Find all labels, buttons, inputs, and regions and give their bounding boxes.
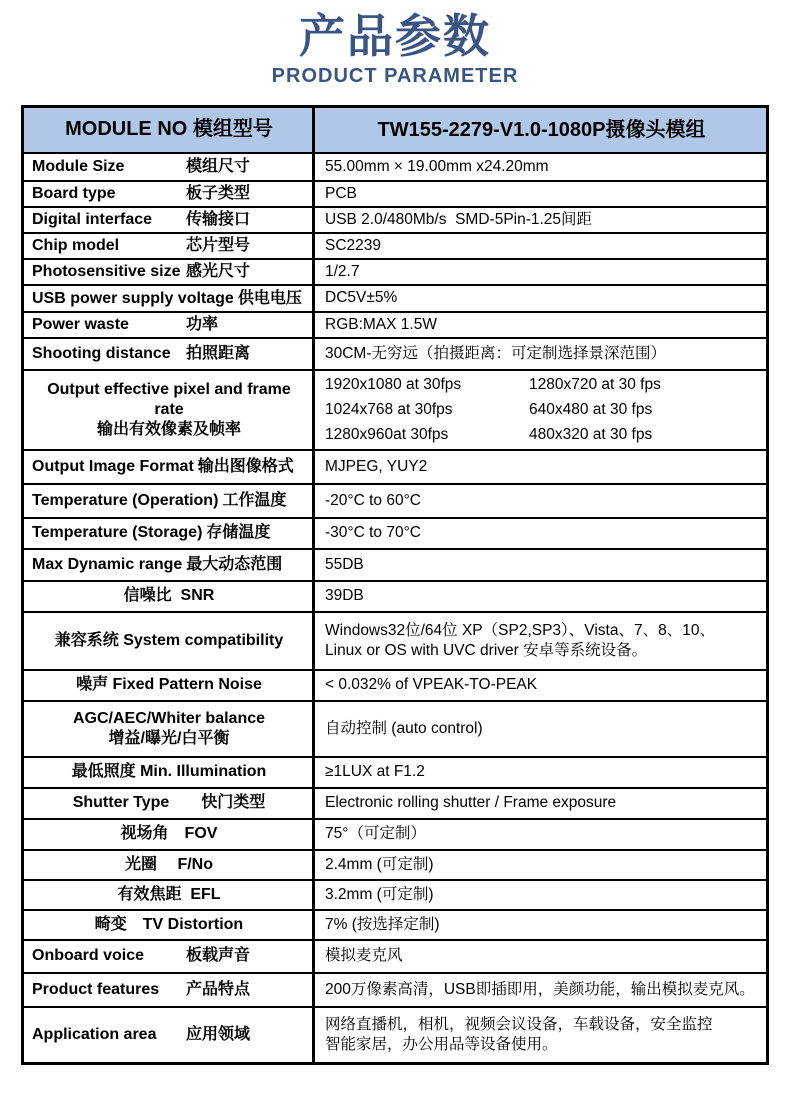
param-label-cell bbox=[24, 758, 315, 787]
param-label-text: Shutter Type 快门类型 bbox=[72, 794, 266, 812]
param-value-cell bbox=[315, 671, 766, 700]
table-row bbox=[24, 311, 766, 337]
param-label-cell bbox=[24, 974, 315, 1006]
param-value-line: < 0.032% of VPEAK-TO-PEAK bbox=[325, 676, 538, 694]
table-row bbox=[24, 849, 766, 879]
table-row bbox=[24, 879, 766, 909]
param-label-en: Onboard voice bbox=[32, 947, 145, 965]
param-label-en: Output Image Format bbox=[32, 457, 194, 475]
param-value-cell bbox=[315, 758, 766, 787]
table-row bbox=[24, 337, 766, 369]
table-header-row bbox=[24, 108, 766, 152]
page-subtitle: PRODUCT PARAMETER bbox=[271, 64, 519, 87]
module-no-value-cell: TW155-2279-V1.0-1080P摄像头模组 bbox=[377, 118, 706, 141]
param-label-zh: 输出图像格式 bbox=[197, 457, 294, 475]
param-value-cell bbox=[315, 851, 766, 879]
param-value-line: USB 2.0/480Mb/s SMD-5Pin-1.25间距 bbox=[325, 211, 593, 229]
param-label-line bbox=[32, 236, 306, 256]
param-label-en: Application area bbox=[32, 1025, 157, 1043]
table-row bbox=[24, 700, 766, 756]
param-label-line bbox=[32, 289, 306, 309]
param-label-line bbox=[32, 344, 306, 364]
param-label-cell bbox=[24, 313, 315, 337]
param-label-cell bbox=[24, 851, 315, 879]
param-value-cell bbox=[315, 371, 766, 449]
param-label-cell bbox=[24, 550, 315, 580]
param-value-cell bbox=[315, 820, 766, 849]
param-value-cell bbox=[315, 613, 766, 669]
param-value-cell bbox=[315, 313, 766, 337]
param-label-cell bbox=[24, 820, 315, 849]
param-label-en: Digital interface bbox=[32, 211, 153, 229]
param-value-cell bbox=[315, 911, 766, 939]
param-label-zh: 功率 bbox=[186, 315, 219, 333]
param-label-line bbox=[32, 980, 306, 1000]
param-value-line: 75°（可定制） bbox=[325, 825, 426, 843]
param-label-line bbox=[32, 523, 306, 543]
table-row bbox=[24, 972, 766, 1006]
param-label-line1: Output effective pixel and frame rate bbox=[47, 380, 296, 418]
table-row bbox=[24, 939, 766, 972]
param-value-line: 智能家居，办公用品等设备使用。 bbox=[325, 1035, 558, 1053]
resolution-item: 480x320 at 30 fps bbox=[529, 425, 653, 443]
param-value-line: ≥1LUX at F1.2 bbox=[325, 763, 425, 781]
param-value-line: -20°C to 60°C bbox=[325, 491, 421, 509]
param-label-cell bbox=[24, 371, 315, 449]
table-row bbox=[24, 580, 766, 611]
table-row bbox=[24, 756, 766, 787]
param-label-cell bbox=[24, 154, 315, 180]
param-label-cell bbox=[24, 789, 315, 818]
param-label-zh: 感光尺寸 bbox=[186, 263, 251, 281]
param-value-line: Linux or OS with UVC driver 安卓等系统设备。 bbox=[325, 641, 648, 659]
param-label-line bbox=[32, 1025, 306, 1045]
param-label-text: 噪声 Fixed Pattern Noise bbox=[76, 676, 262, 694]
param-value-cell bbox=[315, 582, 766, 611]
param-label-line bbox=[32, 946, 306, 966]
table-row bbox=[24, 787, 766, 818]
param-label-en: Temperature (Storage) bbox=[32, 524, 203, 542]
param-value-cell bbox=[315, 286, 766, 310]
param-value-cell bbox=[315, 550, 766, 580]
param-label-line bbox=[32, 491, 306, 511]
param-value-cell bbox=[315, 182, 766, 206]
table-row bbox=[24, 180, 766, 206]
param-label-zh: 存储温度 bbox=[206, 524, 271, 542]
param-value-cell bbox=[315, 789, 766, 818]
param-label-cell bbox=[24, 941, 315, 972]
resolution-grid bbox=[325, 375, 758, 445]
param-label-text: 光圈 F/No bbox=[125, 855, 213, 873]
param-label-line bbox=[32, 262, 306, 282]
table-row bbox=[24, 909, 766, 939]
param-label-text: 信噪比 SNR bbox=[123, 587, 215, 605]
param-value-cell bbox=[315, 485, 766, 517]
param-label-zh: 产品特点 bbox=[186, 980, 251, 998]
table-row bbox=[24, 818, 766, 849]
param-label-zh: 工作温度 bbox=[222, 491, 287, 509]
param-value-line: RGB:MAX 1.5W bbox=[325, 315, 437, 333]
param-value-line: 2.4mm (可定制) bbox=[325, 855, 434, 873]
param-label-zh: 供电电压 bbox=[237, 289, 302, 307]
param-label-line1: AGC/AEC/Whiter balance bbox=[72, 709, 266, 727]
param-label-cell bbox=[24, 260, 315, 284]
table-row bbox=[24, 369, 766, 449]
table-row bbox=[24, 232, 766, 258]
param-label-zh: 板载声音 bbox=[186, 947, 251, 965]
table-body bbox=[24, 152, 766, 1062]
param-label-cell bbox=[24, 451, 315, 483]
table-row bbox=[24, 611, 766, 669]
resolution-item: 1280x960at 30fps bbox=[325, 425, 449, 443]
param-label-cell bbox=[24, 613, 315, 669]
param-label-line bbox=[32, 315, 306, 335]
param-value-line: 39DB bbox=[325, 587, 364, 605]
param-label-line2: 输出有效像素及帧率 bbox=[96, 420, 241, 438]
param-label-en: Product features bbox=[32, 980, 160, 998]
param-value-line: 200万像素高清，USB即插即用，美颜功能，输出模拟麦克风。 bbox=[325, 980, 755, 998]
param-label-zh: 最大动态范围 bbox=[186, 555, 283, 573]
param-label-zh: 模组尺寸 bbox=[186, 157, 251, 175]
param-value-cell bbox=[315, 154, 766, 180]
param-label-text: 有效焦距 EFL bbox=[117, 885, 221, 903]
param-label-zh: 板子类型 bbox=[186, 184, 251, 202]
param-value-line: Electronic rolling shutter / Frame exposure bbox=[325, 794, 617, 812]
param-value-line: MJPEG, YUY2 bbox=[325, 457, 428, 475]
param-value-cell bbox=[315, 208, 766, 232]
param-label-en: Chip model bbox=[32, 237, 120, 255]
param-value-line: Windows32位/64位 XP（SP2,SP3）、Vista、7、8、10、 bbox=[325, 621, 715, 639]
table-row bbox=[24, 206, 766, 232]
param-label-cell bbox=[24, 702, 315, 756]
param-label-line bbox=[32, 555, 306, 575]
param-label-cell bbox=[24, 485, 315, 517]
product-parameter-table bbox=[21, 105, 769, 1065]
param-value-line: 网络直播机，相机，视频会议设备，车载设备，安全监控 bbox=[325, 1015, 713, 1033]
param-value-line: 55.00mm × 19.00mm x24.20mm bbox=[325, 157, 549, 175]
table-row bbox=[24, 258, 766, 284]
param-value-line: 1/2.7 bbox=[325, 263, 360, 281]
param-label-cell bbox=[24, 582, 315, 611]
param-value-line: PCB bbox=[325, 184, 357, 202]
param-value-line: 55DB bbox=[325, 555, 364, 573]
param-label-line bbox=[32, 457, 306, 477]
param-label-en: Temperature (Operation) bbox=[32, 491, 219, 509]
title-block bbox=[0, 0, 790, 88]
param-label-line bbox=[32, 210, 306, 230]
param-value-line: 3.2mm (可定制) bbox=[325, 885, 434, 903]
param-value-line: 30CM-无穷远（拍摄距离：可定制选择景深范围） bbox=[325, 344, 667, 362]
param-label-zh: 传输接口 bbox=[186, 211, 251, 229]
param-label-cell bbox=[24, 1008, 315, 1062]
param-label-en: Shooting distance bbox=[32, 344, 171, 362]
table-row bbox=[24, 517, 766, 548]
table-row bbox=[24, 669, 766, 700]
param-label-cell bbox=[24, 286, 315, 310]
param-label-text: 最低照度 Min. Illumination bbox=[71, 763, 267, 781]
param-value-cell bbox=[315, 519, 766, 548]
table-row bbox=[24, 483, 766, 517]
param-value-cell bbox=[315, 702, 766, 756]
param-value-cell bbox=[315, 941, 766, 972]
param-value-cell bbox=[315, 451, 766, 483]
param-label-line bbox=[32, 157, 306, 177]
param-label-en: Power waste bbox=[32, 315, 129, 333]
param-label-cell bbox=[24, 671, 315, 700]
param-label-zh: 拍照距离 bbox=[186, 344, 251, 362]
param-label-zh: 芯片型号 bbox=[186, 237, 251, 255]
param-value-line: 模拟麦克风 bbox=[325, 947, 403, 965]
param-label-en: USB power supply voltage bbox=[32, 289, 234, 307]
table-row bbox=[24, 1006, 766, 1062]
resolution-item: 1920x1080 at 30fps bbox=[325, 375, 462, 393]
table-row bbox=[24, 284, 766, 310]
param-label-line2: 增益/曝光/白平衡 bbox=[108, 729, 230, 747]
param-value-cell bbox=[315, 974, 766, 1006]
param-value-cell bbox=[315, 881, 766, 909]
param-label-cell bbox=[24, 182, 315, 206]
param-value-cell bbox=[315, 234, 766, 258]
param-value-cell bbox=[315, 260, 766, 284]
resolution-item: 640x480 at 30 fps bbox=[529, 400, 653, 418]
param-value-line: SC2239 bbox=[325, 237, 382, 255]
param-label-cell bbox=[24, 519, 315, 548]
resolution-item: 1024x768 at 30fps bbox=[325, 400, 453, 418]
module-no-header-cell: MODULE NO 模组型号 bbox=[24, 108, 315, 152]
table-row bbox=[24, 152, 766, 180]
resolution-item: 1280x720 at 30 fps bbox=[529, 375, 661, 393]
param-label-cell bbox=[24, 881, 315, 909]
param-label-text: 视场角 FOV bbox=[120, 825, 218, 843]
param-label-cell bbox=[24, 911, 315, 939]
param-value-line: DC5V±5% bbox=[325, 289, 398, 307]
param-label-en: Module Size bbox=[32, 157, 125, 175]
param-value-line: -30°C to 70°C bbox=[325, 524, 421, 542]
param-label-cell bbox=[24, 339, 315, 369]
param-label-cell bbox=[24, 234, 315, 258]
param-label-zh: 应用领域 bbox=[186, 1025, 251, 1043]
param-value-line: 7% (按选择定制) bbox=[325, 915, 440, 933]
param-value-cell bbox=[315, 1008, 766, 1062]
param-value-line: 自动控制 (auto control) bbox=[325, 719, 483, 737]
param-label-line bbox=[32, 184, 306, 204]
param-label-en: Photosensitive size bbox=[32, 263, 181, 281]
param-label-cell bbox=[24, 208, 315, 232]
page-title: 产品参数 bbox=[299, 10, 491, 62]
table-row bbox=[24, 449, 766, 483]
param-label-en: Board type bbox=[32, 184, 116, 202]
table-row bbox=[24, 548, 766, 580]
param-value-cell bbox=[315, 339, 766, 369]
param-label-en: Max Dynamic range bbox=[32, 555, 183, 573]
param-label-text: 畸变 TV Distortion bbox=[94, 915, 244, 933]
param-label-text: 兼容系统 System compatibility bbox=[54, 631, 284, 649]
